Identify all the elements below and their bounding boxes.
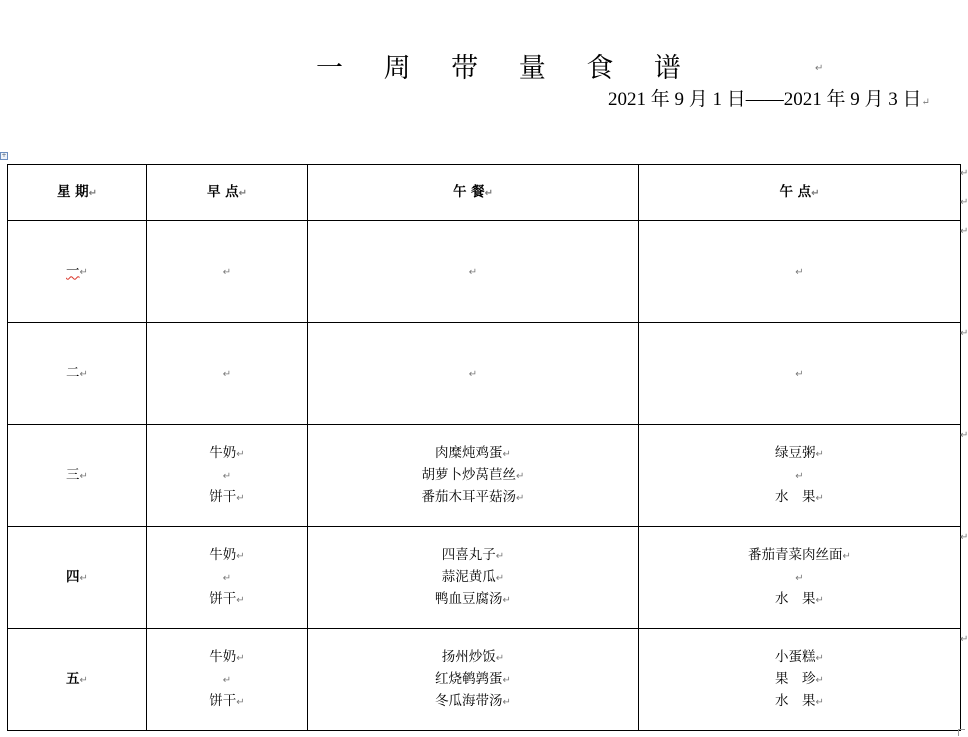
row-end-mark-icon: ↵ <box>960 634 968 645</box>
day-cell: 一↵ <box>8 221 147 323</box>
row-end-mark-icon: ↵ <box>960 226 968 237</box>
header-lunch: 午 餐↵ <box>308 165 639 221</box>
row-end-mark-icon: ↵ <box>960 197 968 208</box>
paragraph-mark-icon: ↵ <box>815 63 824 74</box>
day-cell: 四↵ <box>8 527 147 629</box>
day-cell: 二↵ <box>8 323 147 425</box>
day-cell: 三↵ <box>8 425 147 527</box>
table-row <box>8 221 961 323</box>
lunch-cell: 四喜丸子↵ 蒜泥黄瓜↵ 鸭血豆腐汤↵ <box>308 527 639 629</box>
menu-table <box>7 164 961 731</box>
breakfast-cell: ↵ <box>147 323 308 425</box>
day-label: 一 <box>66 262 80 279</box>
table-row <box>8 323 961 425</box>
row-end-mark-icon: ↵ <box>960 532 968 543</box>
lunch-cell: 肉糜炖鸡蛋↵ 胡萝卜炒莴苣丝↵ 番茄木耳平菇汤↵ <box>308 425 639 527</box>
table-row <box>8 425 961 527</box>
header-breakfast: 早 点↵ <box>147 165 308 221</box>
snack-cell: 小蛋糕↵ 果 珍↵ 水 果↵ <box>639 629 961 731</box>
table-move-handle-icon[interactable]: + <box>1 152 7 159</box>
row-end-mark-icon: ↵ <box>960 430 968 441</box>
snack-cell: 绿豆粥↵ ↵ 水 果↵ <box>639 425 961 527</box>
lunch-cell: ↵ <box>308 323 639 425</box>
day-cell: 五↵ <box>8 629 147 731</box>
page-title: 一 周 带 量 食 谱 <box>316 53 697 84</box>
header-day: 星 期↵ <box>8 165 147 221</box>
day-label: 二 <box>66 364 80 381</box>
table-row <box>8 527 961 629</box>
snack-cell: ↵ <box>639 221 961 323</box>
paragraph-mark-icon: ↵ <box>921 97 930 108</box>
table-resize-handle-icon[interactable] <box>958 729 965 736</box>
day-label: 四 <box>66 568 80 585</box>
lunch-cell: ↵ <box>308 221 639 323</box>
day-label: 三 <box>66 466 80 483</box>
row-end-mark-icon: ↵ <box>960 328 968 339</box>
date-range: 2021 年 9 月 1 日——2021 年 9 月 3 日↵ <box>608 89 930 110</box>
snack-cell: 番茄青菜肉丝面↵ ↵ 水 果↵ <box>639 527 961 629</box>
breakfast-cell: 牛奶↵ ↵ 饼干↵ <box>147 425 308 527</box>
table-header-row <box>8 165 961 221</box>
breakfast-cell: 牛奶↵ ↵ 饼干↵ <box>147 629 308 731</box>
lunch-cell: 扬州炒饭↵ 红烧鹌鹑蛋↵ 冬瓜海带汤↵ <box>308 629 639 731</box>
header-snack: 午 点↵ <box>639 165 961 221</box>
breakfast-cell: ↵ <box>147 221 308 323</box>
breakfast-cell: 牛奶↵ ↵ 饼干↵ <box>147 527 308 629</box>
snack-cell: ↵ <box>639 323 961 425</box>
table-row <box>8 629 961 731</box>
row-end-mark-icon: ↵ <box>960 168 968 179</box>
day-label: 五 <box>66 670 80 687</box>
